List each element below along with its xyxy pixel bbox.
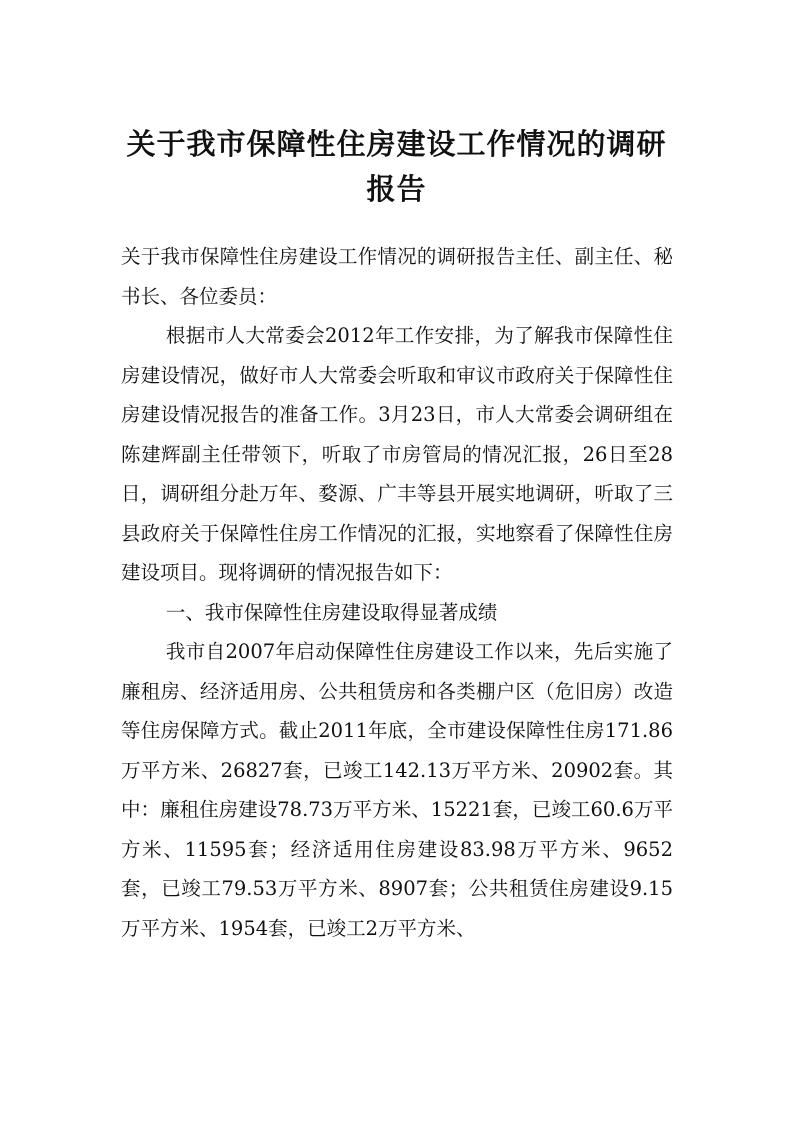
salutation-paragraph: 关于我市保障性住房建设工作情况的调研报告主任、副主任、秘书长、各位委员：: [121, 245, 673, 308]
document-title-line-1: 关于我市保障性住房建设工作情况的调研: [126, 127, 667, 161]
section-heading: 一、我市保障性住房建设取得显著成绩: [165, 600, 498, 624]
intro-paragraph: 根据市人大常委会2012年工作安排，为了解我市保障性住房建设情况，做好市人大常委会听取和审议市政府关于保障性住房建设情况报告的准备工作。3月23日，市人大常委会调研组在陈建辉副主任带领下，听取了市房管局的情况汇报，26日至28日，调研组分赴万年、婺源、广丰等县开展实地调研，听取了三县政府关于保障性住房工作情况的汇报，实地察看了保障性住房建设项目。现将调研的情况报告如下：: [121, 324, 673, 584]
document-body: [121, 237, 673, 948]
section-paragraph: 我市自2007年启动保障性住房建设工作以来，先后实施了廉租房、经济适用房、公共租赁房和各类棚户区（危旧房）改造等住房保障方式。截止2011年底，全市建设保障性住房171.86万平方米、26827套，已竣工142.13万平方米、20902套。其中：廉租住房建设78.73万平方米、15221套，已竣工60.6万平方米、11595套；经济适用住房建设83.98万平方米、9652套，已竣工79.53万平方米、8907套；公共租赁住房建设9.15万平方米、1954套，已竣工2万平方米、: [121, 640, 673, 940]
document-title-line-2: 报告: [366, 172, 427, 206]
